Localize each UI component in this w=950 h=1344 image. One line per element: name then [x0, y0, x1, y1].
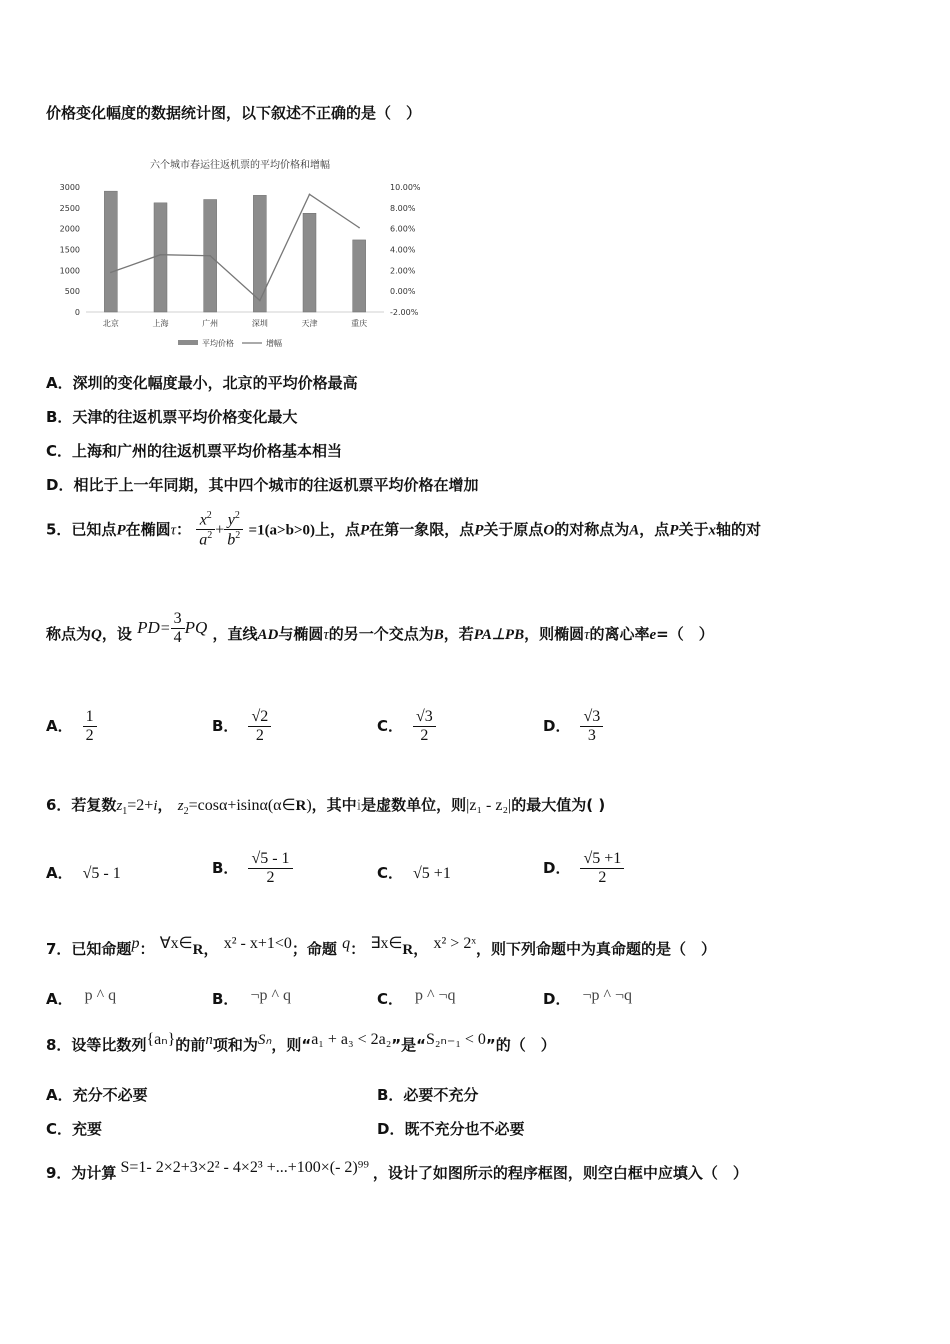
q8-option-a[interactable]: A．充分不必要 [46, 1086, 148, 1104]
right-tick-label: 2.00% [390, 266, 416, 276]
growth-point [209, 255, 211, 257]
category-label: 上海 [152, 319, 169, 328]
q5-option-d[interactable]: D． $\frac{√3}{3}$ [543, 708, 603, 745]
question-5-line-2: 称点为Q，设 PD= $\frac{3}{4}$ PQ ，直线AD与椭圆τ的另一个交点为B，若PA⊥PB，则椭圆τ的离心率e=（ ） [46, 610, 714, 646]
right-tick-label: -2.00% [390, 308, 419, 317]
growth-point [358, 227, 360, 229]
q7-option-c[interactable]: C． p ^ ¬q [377, 987, 456, 1008]
bar-北京 [104, 191, 117, 312]
growth-point [309, 193, 311, 195]
q8-option-c[interactable]: C．充要 [46, 1120, 103, 1138]
q7-option-b[interactable]: B． ¬p ^ q [212, 987, 291, 1008]
q6-option-c[interactable]: C． √5 +1 [377, 864, 451, 882]
question-7-stem: 7．已知命题p： ∀x∈R， x² - x+1<0；命题 q： ∃x∈R， x² > 2ˣ，则下列命题中为真命题的是（ ） [46, 935, 716, 958]
legend-label-price: 平均价格 [202, 339, 234, 348]
q4-option-d[interactable]: D．相比于上一年同期，其中四个城市的往返机票平均价格在增加 [46, 476, 479, 494]
category-label: 天津 [301, 319, 318, 328]
q8-option-b[interactable]: B．必要不充分 [377, 1086, 479, 1104]
bar-天津 [303, 213, 316, 312]
category-label: 广州 [202, 319, 219, 328]
q8-option-d[interactable]: D．既不充分也不必要 [377, 1120, 525, 1138]
left-tick-label: 1500 [59, 245, 80, 255]
q5-option-b[interactable]: B． $\frac{√2}{2}$ [212, 708, 271, 745]
question-6-stem: 6．若复数$z_1=2+i$， $z_2=\cos\alpha+isin\alpha(\alpha\in R)$，其中i是虚数单位，则|z₁ - z₂|的最大值为( ) [46, 796, 606, 817]
q5-option-a[interactable]: A． $\frac{1}{2}$ [46, 708, 97, 745]
q4-option-b[interactable]: B．天津的往返机票平均价格变化最大 [46, 408, 298, 426]
left-tick-label: 0 [74, 308, 80, 317]
legend-label-growth: 增幅 [266, 339, 282, 348]
question-8-stem: 8．设等比数列{aₙ}的前n项和为Sₙ，则“a₁ + a₃ < 2a₂”是“S₂ₙ₋₁ < 0”的（ ） [46, 1031, 556, 1054]
question-5-line-1: 5．已知点P在椭圆τ： $\frac{x^2}{a^2}$ + $\frac{y^2}{b^2}$ =1(a>b>0)上，点P在第一象限，点P关于原点O的对称点为A，点P关于x轴的对 [46, 510, 761, 549]
left-tick-label: 500 [64, 287, 80, 297]
ellipse-x-term: $\frac{x^2}{a^2}$ [196, 510, 215, 550]
q6-option-d[interactable]: D． $\frac{√5 +1}{2}$ [543, 850, 624, 887]
left-tick-label: 3000 [59, 183, 80, 192]
q7-option-a[interactable]: A． p ^ q [46, 987, 117, 1008]
question-4-stem: 价格变化幅度的数据统计图，以下叙述不正确的是（ ） [46, 104, 422, 122]
bar-上海 [154, 203, 167, 312]
right-tick-label: 4.00% [390, 245, 416, 255]
price-chart [46, 154, 446, 354]
q6-option-b[interactable]: B． $\frac{√5 - 1}{2}$ [212, 850, 293, 887]
q6-option-a[interactable]: A． √5 - 1 [46, 864, 121, 882]
category-label: 深圳 [251, 319, 268, 328]
left-tick-label: 2500 [59, 203, 80, 213]
growth-point [259, 300, 261, 302]
chart-title: 六个城市春运往返机票的平均价格和增幅 [150, 160, 330, 171]
growth-line [111, 194, 359, 300]
right-tick-label: 10.00% [390, 183, 421, 192]
question-9-stem: 9．为计算 S=1- 2×2+3×2² - 4×2³ +...+100×(- 2)⁹⁹ ，设计了如图所示的程序框图，则空白框中应填入（ ） [46, 1159, 748, 1182]
q4-option-c[interactable]: C．上海和广州的往返机票平均价格基本相当 [46, 442, 343, 460]
q7-option-d[interactable]: D． ¬p ^ ¬q [543, 987, 633, 1008]
right-tick-label: 0.00% [390, 287, 416, 297]
bar-重庆 [353, 240, 366, 312]
growth-point [110, 272, 112, 274]
left-tick-label: 1000 [59, 266, 80, 276]
growth-point [160, 254, 162, 256]
right-tick-label: 8.00% [390, 203, 416, 213]
category-label: 北京 [102, 319, 119, 328]
category-label: 重庆 [351, 319, 368, 328]
q5-option-c[interactable]: C． $\frac{√3}{2}$ [377, 708, 436, 745]
right-tick-label: 6.00% [390, 224, 416, 234]
bar-深圳 [253, 195, 266, 312]
legend-bar-swatch [178, 340, 198, 345]
q4-option-a[interactable]: A．深圳的变化幅度最小，北京的平均价格最高 [46, 374, 358, 392]
left-tick-label: 2000 [59, 224, 80, 234]
ellipse-y-term: $\frac{y^2}{b^2}$ [224, 510, 243, 550]
